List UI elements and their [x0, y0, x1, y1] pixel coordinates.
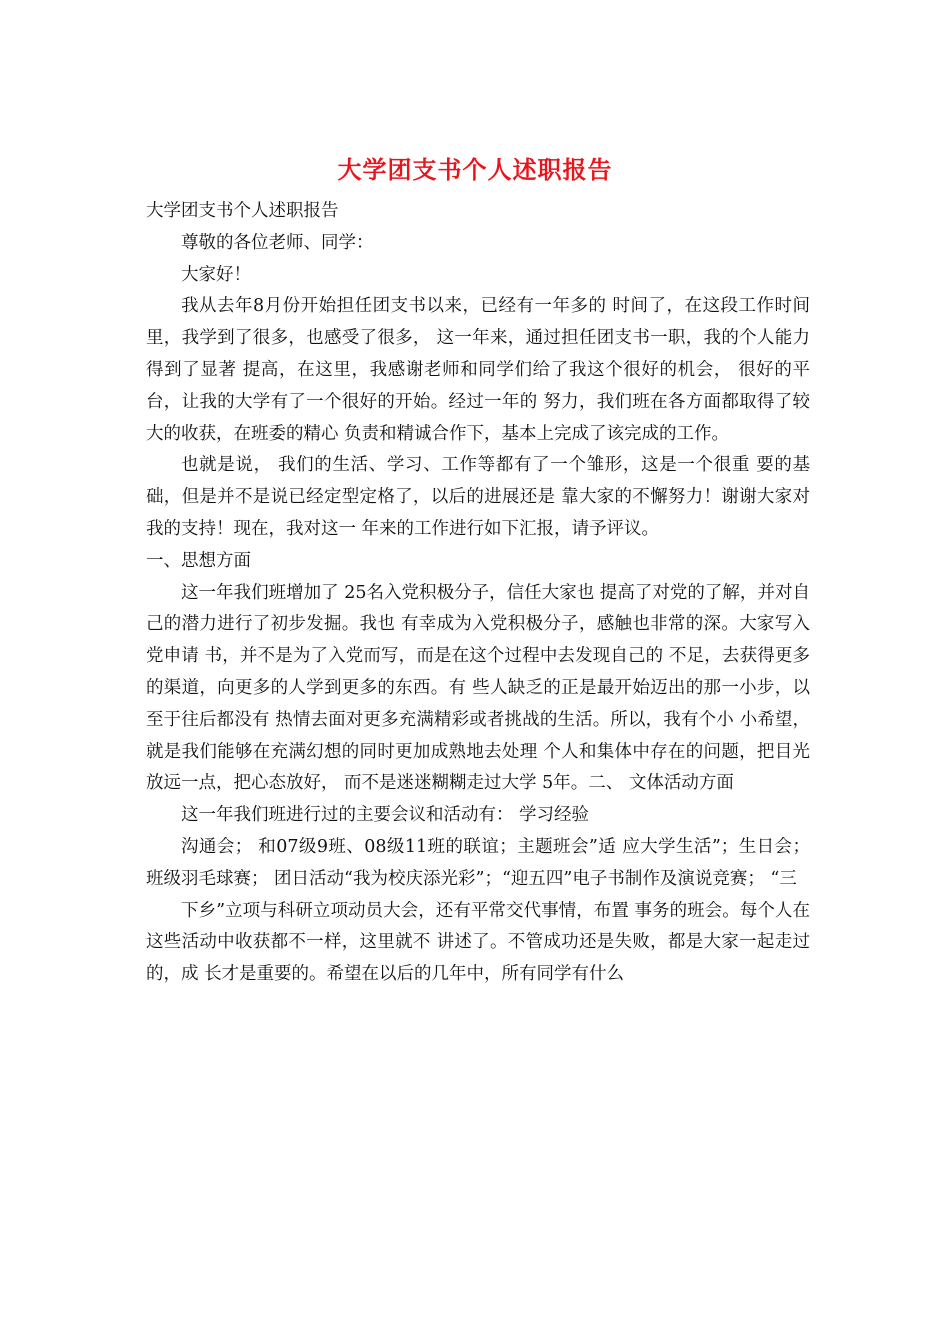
paragraph-thought: 这一年我们班增加了 25名入党积极分子，信任大家也 提高了对党的了解，并对自己的潜力进行了初步发掘。我也 有幸成为入党积极分子，感触也非常的深。大家写入党申请 书，并不是为了入党而写，而是在这个过程中去发现自己的 不足，去获得更多的渠道，向更多的人学到更多的东西。有 些人缺乏的正是最开始迈出的那一小步，以至于往后都没有 热情去面对更多充满精彩或者挑战的生活。所以，我有个小 小希望，就是我们能够在充满幻想的同时更加成熟地去处理 个人和集体中存在的问题，把目光放远一点，把心态放好， 而不是迷迷糊糊走过大学 5年。二、 文体活动方面 [146, 582, 810, 794]
paragraph-activities-intro: 这一年我们班进行过的主要会议和活动有： 学习经验 [181, 805, 590, 826]
paragraph-summary: 也就是说， 我们的生活、学习、工作等都有了一个雏形，这是一个很重 要的基础，但是并不是说已经定型定格了，以后的进展还是 靠大家的不懈努力！谢谢大家对我的支持！现在，我对这一 年来的工作进行如下汇报，请予评议。 [146, 455, 810, 539]
paragraph-intro: 我从去年8月份开始担任团支书以来，已经有一年多的 时间了，在这段工作时间里，我学到了很多，也感受了很多， 这一年来，通过担任团支书一职，我的个人能力得到了显著 提高，在这里，我感谢老师和同学们给了我这个很好的机会， 很好的平台，让我的大学有了一个很好的开始。经过一年的 努力，我们班在各方面都取得了较大的收获，在班委的精心 负责和精诚合作下，基本上完成了该完成的工作。 [146, 296, 810, 444]
body-heading: 大学团支书个人述职报告 [146, 201, 339, 221]
section-heading-thought: 一、思想方面 [146, 550, 251, 571]
salutation: 尊敬的各位老师、同学： [181, 232, 374, 253]
greeting: 大家好！ [181, 264, 251, 285]
paragraph-activities-list: 沟通会； 和07级9班、08级11班的联谊；主题班会”适 应大学生活”；生日会；班级羽毛球赛； 团日活动“我为校庆添光彩”；“迎五四”电子书制作及演说竞赛； “三 [146, 836, 810, 889]
document-body [146, 196, 810, 991]
document-title: 大学团支书个人述职报告 [337, 155, 613, 184]
paragraph-activities-closing: 下乡”立项与科研立项动员大会，还有平常交代事情，布置 事务的班会。每个人在这些活动中收获都不一样，这里就不 讲述了。不管成功还是失败，都是大家一起走过的，成 长才是重要的。希望在以后的几年中，所有同学有什么 [146, 900, 810, 985]
